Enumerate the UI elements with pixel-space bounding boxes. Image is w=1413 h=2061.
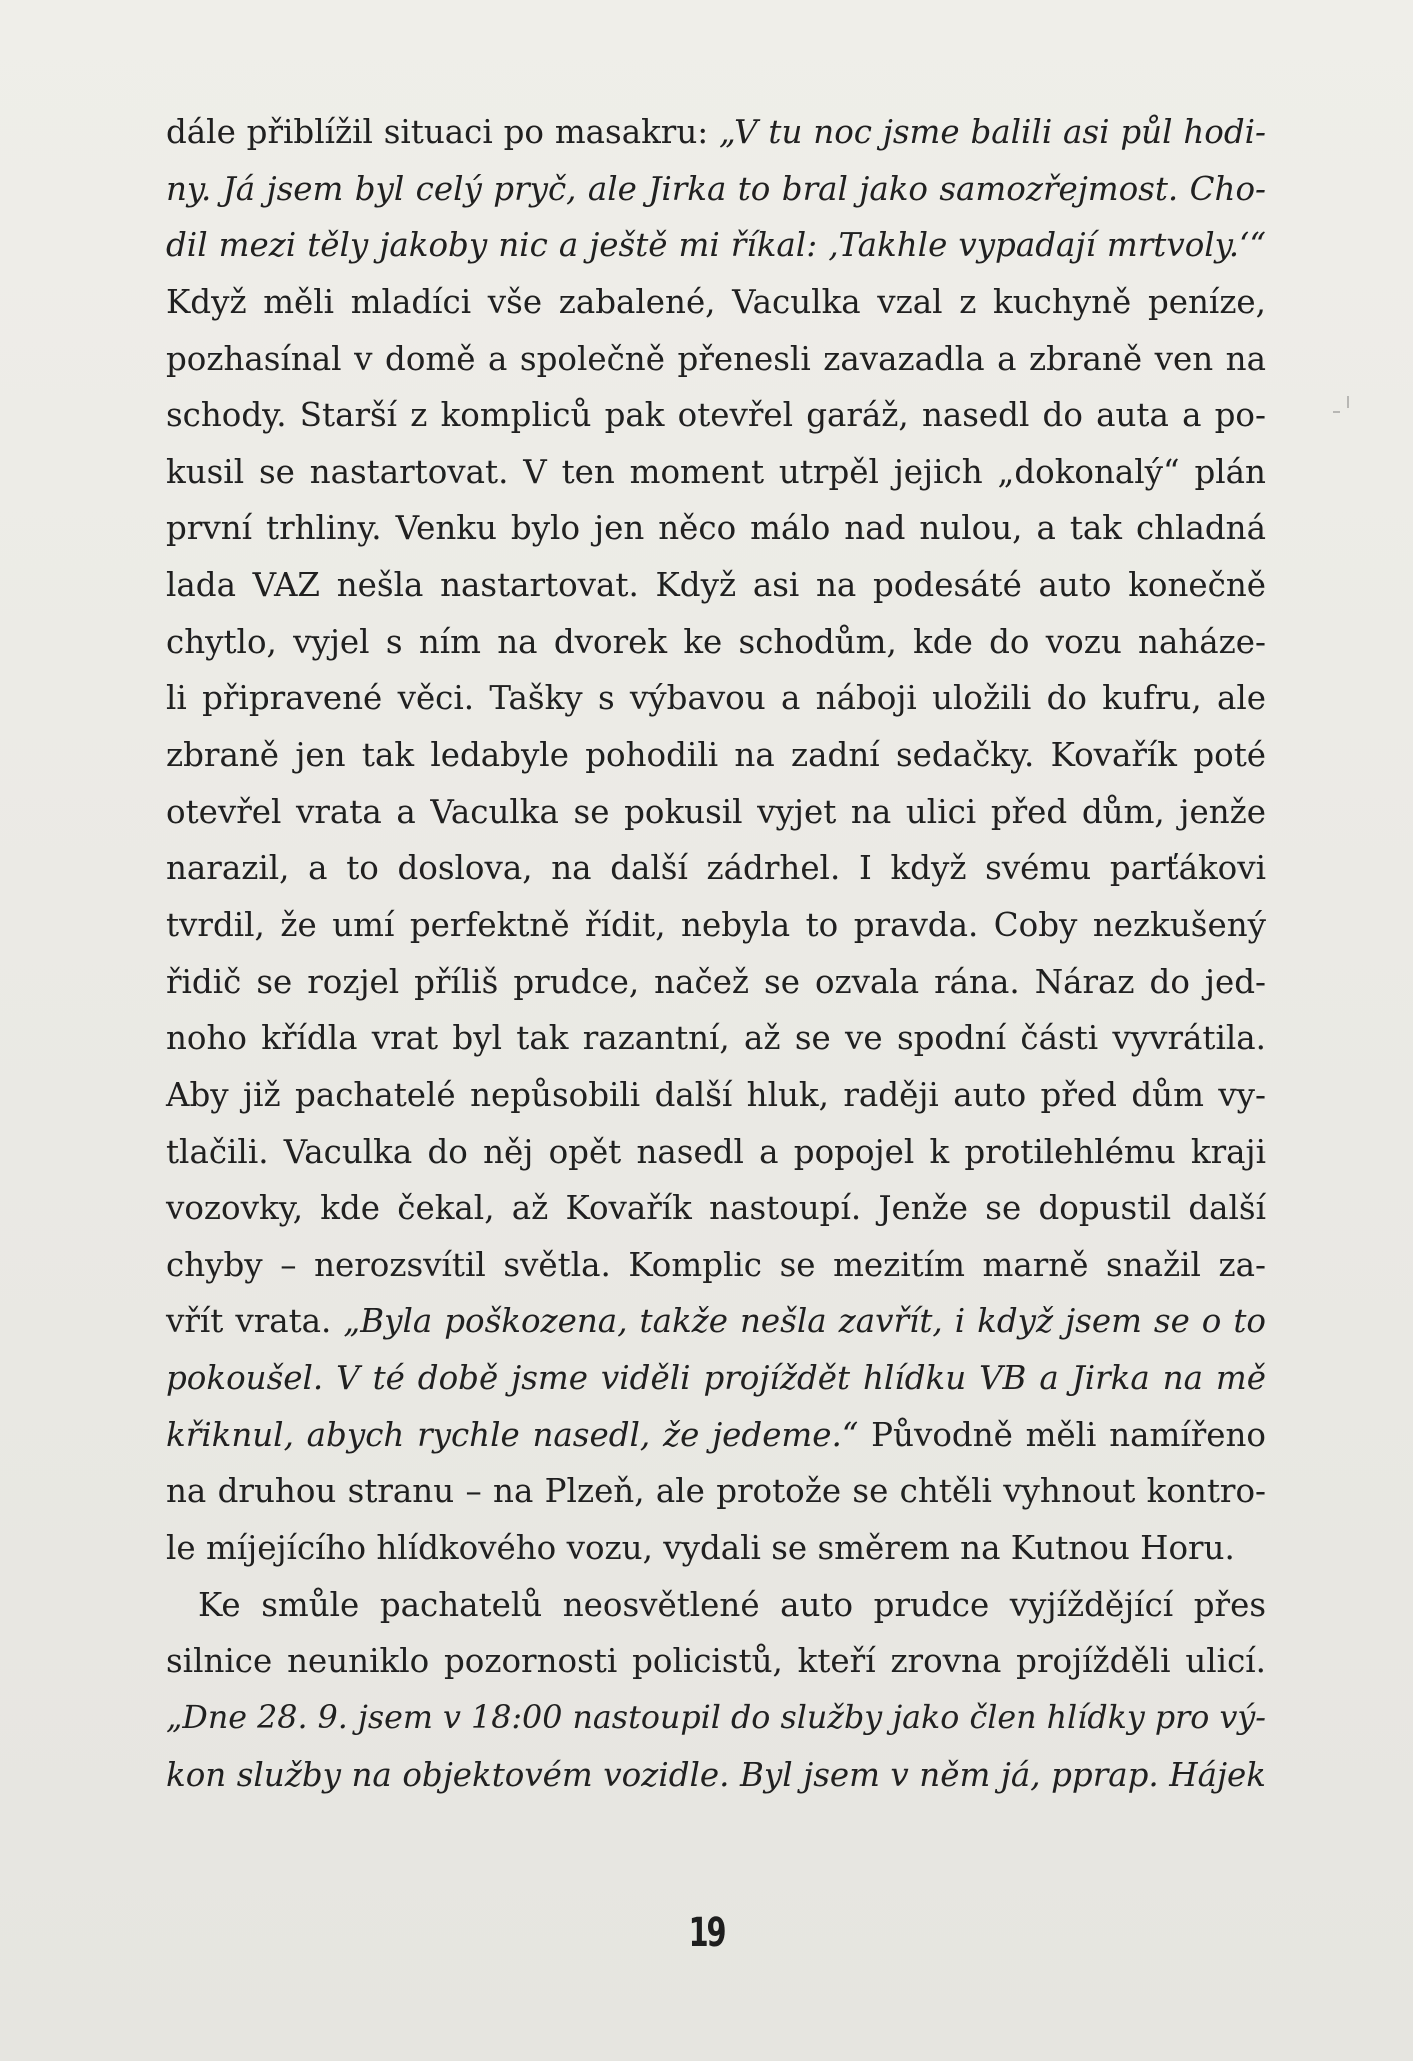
quote-text: ny. Já jsem byl celý pryč, ale Jirka to bral jako samozřejmost. Cho- xyxy=(166,169,1266,208)
text-line xyxy=(166,1124,1266,1181)
text-line xyxy=(166,161,1266,218)
text-line xyxy=(166,897,1266,954)
body-text-run: vřít vrata. xyxy=(166,1302,344,1341)
text-line xyxy=(166,104,1266,161)
text-line xyxy=(166,727,1266,784)
text-line xyxy=(166,1067,1266,1124)
body-text-run: dále přiblížil situaci po masakru: xyxy=(166,113,720,151)
body-text-run: lada VAZ nešla nastartovat. Když asi na podesáté auto konečně xyxy=(166,566,1266,605)
body-text-run: první trhliny. Venku bylo jen něco málo nad nulou, a tak chladná xyxy=(166,509,1266,548)
quote-text: „V tu noc jsme balili asi půl hodi- xyxy=(719,113,1267,151)
text-line xyxy=(166,217,1266,274)
text-line xyxy=(166,1747,1266,1804)
text-line xyxy=(166,1350,1266,1407)
body-text-run: tlačili. Vaculka do něj opět nasedl a popojel k protilehlému kraji xyxy=(166,1132,1266,1171)
quote-text: „Byla poškozena, takže nešla zavřít, i když jsem se o to xyxy=(343,1302,1266,1341)
text-line xyxy=(166,1237,1266,1294)
body-text-run: Ke smůle pachatelů neosvětlené auto prudce vyjíždějící přes xyxy=(198,1585,1266,1624)
body-text-run: tvrdil, že umí perfektně řídit, nebyla to pravda. Coby nezkušený xyxy=(166,905,1266,944)
text-line xyxy=(166,1577,1266,1634)
text-line xyxy=(166,557,1266,614)
text-line xyxy=(166,1463,1266,1520)
quote-text: pokoušel. V té době jsme viděli projíždět hlídku VB a Jirka na mě xyxy=(166,1359,1266,1398)
body-text-run: noho křídla vrat byl tak razantní, až se ve spodní části vyvrátila. xyxy=(166,1019,1266,1058)
text-line xyxy=(166,274,1266,331)
body-text-run: řidič se rozjel příliš prudce, načež se ozvala rána. Náraz do jed- xyxy=(166,962,1266,1001)
text-line xyxy=(166,1180,1266,1237)
text-line xyxy=(166,614,1266,671)
text-line xyxy=(166,954,1266,1011)
body-text-run: li připravené věci. Tašky s výbavou a náboji uložili do kufru, ale xyxy=(166,679,1266,718)
text-line xyxy=(166,1407,1266,1464)
text-line xyxy=(166,784,1266,841)
text-line xyxy=(166,500,1266,557)
quote-text: křiknul, abych rychle nasedl, že jedeme.“ xyxy=(166,1415,859,1454)
text-line xyxy=(166,444,1266,501)
body-text-run: narazil, a to doslova, na další zádrhel. I když svému parťákovi xyxy=(166,849,1266,888)
body-text-run: zbraně jen tak ledabyle pohodili na zadní sedačky. Kovařík poté xyxy=(166,736,1266,775)
body-text-run: le míjejícího hlídkového vozu, vydali se směrem na Kutnou Horu. xyxy=(166,1529,1235,1568)
quote-text: dil mezi těly jakoby nic a ještě mi říkal: ‚Takhle vypadají mrtvoly.‘“ xyxy=(166,226,1266,265)
text-line xyxy=(166,387,1266,444)
body-text-run: pozhasínal v domě a společně přenesli zavazadla a zbraně ven na xyxy=(166,339,1266,378)
body-text-run: Když měli mladíci vše zabalené, Vaculka vzal z kuchyně peníze, xyxy=(166,282,1266,321)
body-text-run: silnice neuniklo pozornosti policistů, kteří zrovna projížděli ulicí. xyxy=(166,1642,1266,1681)
body-text-run: vozovky, kde čekal, až Kovařík nastoupí. Jenže se dopustil další xyxy=(166,1189,1266,1228)
quote-text: „Dne 28. 9. jsem v 18:00 nastoupil do služby jako člen hlídky pro vý- xyxy=(166,1699,1266,1736)
body-text-run: schody. Starší z kompliců pak otevřel garáž, nasedl do auta a po- xyxy=(166,396,1266,435)
body-text-run: kusil se nastartovat. V ten moment utrpěl jejich „dokonalý“ plán xyxy=(166,452,1266,491)
text-line xyxy=(166,1690,1266,1747)
text-line xyxy=(166,1293,1266,1350)
text-line xyxy=(166,670,1266,727)
quote-text: kon služby na objektovém vozidle. Byl jsem v něm já, pprap. Hájek xyxy=(166,1755,1266,1794)
text-line xyxy=(166,840,1266,897)
body-text-run: Původně měli namířeno xyxy=(858,1415,1266,1454)
body-text xyxy=(166,104,1266,1803)
text-line xyxy=(166,1633,1266,1690)
body-text-run: na druhou stranu – na Plzeň, ale protože se chtěli vyhnout kontro- xyxy=(166,1472,1266,1511)
body-text-run: chytlo, vyjel s ním na dvorek ke schodům, kde do vozu naháze- xyxy=(166,622,1266,661)
page-speck xyxy=(1347,396,1349,408)
text-line xyxy=(166,1010,1266,1067)
body-text-run: Aby již pachatelé nepůsobili další hluk, raději auto před dům vy- xyxy=(166,1075,1266,1114)
page-number: 19 xyxy=(688,1910,725,1956)
text-line xyxy=(166,1520,1266,1577)
text-line xyxy=(166,331,1266,388)
page-speck xyxy=(1333,411,1340,413)
body-text-run: chyby – nerozsvítil světla. Komplic se mezitím marně snažil za- xyxy=(166,1245,1266,1284)
body-text-run: otevřel vrata a Vaculka se pokusil vyjet na ulici před dům, jenže xyxy=(166,792,1266,831)
